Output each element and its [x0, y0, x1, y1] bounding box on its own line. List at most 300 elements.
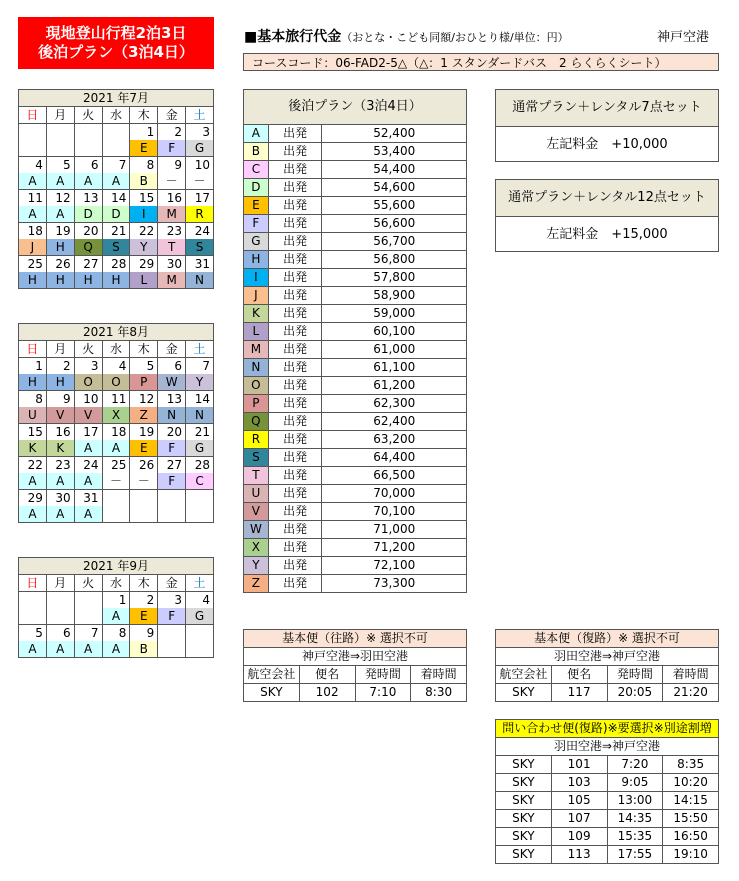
calendar-code: H: [46, 239, 74, 256]
rental-7-title: 通常プラン＋レンタル7点セット: [496, 90, 718, 127]
calendar-date: 10: [74, 391, 102, 408]
calendar-code: F: [158, 440, 186, 457]
calendar-date: 2: [158, 124, 186, 141]
calendar-date: 7: [74, 625, 102, 642]
price-row: [244, 323, 467, 341]
flight-cell: 15:35: [607, 828, 663, 846]
calendar-date: 30: [46, 490, 74, 507]
flight-cell: 8:35: [663, 756, 719, 774]
price-row: [244, 125, 467, 143]
price-row: [244, 539, 467, 557]
depart-label: 出発: [268, 449, 322, 467]
price-value: 56,600: [322, 215, 467, 233]
flight-cell: SKY: [496, 774, 552, 792]
calendar-code: K: [19, 440, 47, 457]
flight-cell: 107: [551, 810, 607, 828]
flight-row: [496, 810, 719, 828]
calendar-code: B: [130, 641, 158, 658]
calendar-date: 10: [186, 157, 214, 174]
price-code: T: [244, 467, 269, 485]
calendar-code: S: [102, 239, 130, 256]
flight-cell: 101: [551, 756, 607, 774]
price-code: F: [244, 215, 269, 233]
price-value: 62,300: [322, 395, 467, 413]
calendar-code: G: [186, 440, 214, 457]
flight-row: [496, 774, 719, 792]
fare-heading-main: ■基本旅行代金: [244, 29, 342, 45]
flight-column-header: 便名: [551, 666, 607, 684]
flight-cell: 109: [551, 828, 607, 846]
calendar-code: N: [158, 407, 186, 424]
calendar-date: 7: [102, 157, 130, 174]
flight-cell: 15:50: [663, 810, 719, 828]
price-value: 54,600: [322, 179, 467, 197]
calendar-code: A: [102, 641, 130, 658]
price-code: M: [244, 341, 269, 359]
calendar-date: 1: [102, 592, 130, 609]
calendar-code: V: [74, 407, 102, 424]
calendar-code: A: [74, 440, 102, 457]
flight-row: [244, 684, 467, 702]
depart-label: 出発: [268, 413, 322, 431]
flight-cell: 21:20: [663, 684, 719, 702]
calendar-code: I: [130, 206, 158, 223]
weekday-label: 金: [158, 575, 186, 592]
flight-cell: SKY: [496, 810, 552, 828]
price-code: K: [244, 305, 269, 323]
weekday-label: 月: [46, 341, 74, 358]
price-code: Y: [244, 557, 269, 575]
calendar-date: 31: [186, 256, 214, 273]
calendar-date: 27: [158, 457, 186, 474]
weekday-label: 木: [130, 575, 158, 592]
calendar-code: [186, 506, 214, 523]
calendar-date: 18: [19, 223, 47, 240]
calendar-code: A: [46, 641, 74, 658]
price-value: 71,200: [322, 539, 467, 557]
depart-label: 出発: [268, 287, 322, 305]
calendar-code: A: [74, 641, 102, 658]
calendar-code: H: [46, 272, 74, 289]
price-code: A: [244, 125, 269, 143]
flight-cell: 10:20: [663, 774, 719, 792]
flight-cell: 19:10: [663, 846, 719, 864]
weekday-label: 木: [130, 107, 158, 124]
calendar-date: 8: [130, 157, 158, 174]
calendar-date: 30: [158, 256, 186, 273]
depart-label: 出発: [268, 305, 322, 323]
price-row: [244, 143, 467, 161]
outbound-title: 基本便（往路）※ 選択不可: [244, 630, 467, 648]
flight-cell: SKY: [496, 684, 552, 702]
calendar-date: 3: [74, 358, 102, 375]
calendar-code: E: [130, 140, 158, 157]
calendar-date: 7: [186, 358, 214, 375]
price-code: X: [244, 539, 269, 557]
price-code: N: [244, 359, 269, 377]
price-value: 56,700: [322, 233, 467, 251]
rental-12-price: 左記料金 +15,000: [546, 227, 668, 242]
inquiry-route: 羽田空港⇒神戸空港: [496, 738, 719, 756]
calendar-date: 21: [186, 424, 214, 441]
return-route: 羽田空港⇒神戸空港: [496, 648, 719, 666]
calendar-code: H: [19, 272, 47, 289]
calendar-code: E: [130, 608, 158, 625]
calendar-date: 9: [46, 391, 74, 408]
calendar-date: [186, 625, 214, 642]
depart-label: 出発: [268, 143, 322, 161]
calendar-date: 17: [186, 190, 214, 207]
calendar-title: 2021 年9月: [19, 558, 214, 575]
flight-cell: SKY: [496, 792, 552, 810]
price-row: [244, 467, 467, 485]
calendar-code: T: [158, 239, 186, 256]
flight-cell: SKY: [496, 828, 552, 846]
calendar-date: 23: [46, 457, 74, 474]
calendar-date: 28: [102, 256, 130, 273]
flight-cell: 8:30: [411, 684, 467, 702]
weekday-label: 金: [158, 341, 186, 358]
calendar-code: [46, 608, 74, 625]
price-row: [244, 341, 467, 359]
flight-cell: SKY: [496, 846, 552, 864]
calendar-code: F: [158, 140, 186, 157]
price-row: [244, 305, 467, 323]
calendar-date: [102, 124, 130, 141]
price-code: C: [244, 161, 269, 179]
calendar-date: 2: [46, 358, 74, 375]
depart-label: 出発: [268, 503, 322, 521]
calendar-date: 4: [186, 592, 214, 609]
flight-column-header: 発時間: [355, 666, 411, 684]
price-code: L: [244, 323, 269, 341]
calendar-code: －: [102, 473, 130, 490]
inquiry-title: 問い合わせ便(復路)※要選択※別途割増: [496, 720, 719, 738]
price-row: [244, 431, 467, 449]
calendar-code: A: [102, 608, 130, 625]
depart-label: 出発: [268, 341, 322, 359]
calendar-date: [158, 625, 186, 642]
depart-label: 出発: [268, 323, 322, 341]
calendar-date: 15: [19, 424, 47, 441]
calendar-code: A: [46, 473, 74, 490]
price-value: 70,000: [322, 485, 467, 503]
price-value: 73,300: [322, 575, 467, 593]
calendar-month: [18, 89, 214, 289]
price-code: Z: [244, 575, 269, 593]
flight-cell: 17:55: [607, 846, 663, 864]
depart-label: 出発: [268, 359, 322, 377]
outbound-flight-table: [243, 629, 467, 702]
price-row: [244, 359, 467, 377]
calendar-code: A: [74, 473, 102, 490]
weekday-label: 土: [186, 107, 214, 124]
calendar-date: [130, 490, 158, 507]
calendar-date: [158, 490, 186, 507]
price-row: [244, 233, 467, 251]
calendar-date: 14: [102, 190, 130, 207]
calendar-date: 3: [158, 592, 186, 609]
return-flight-table: [495, 629, 719, 702]
calendar-date: 11: [19, 190, 47, 207]
price-value: 56,800: [322, 251, 467, 269]
flight-cell: 7:10: [355, 684, 411, 702]
calendar-month: [18, 323, 214, 523]
weekday-label: 金: [158, 107, 186, 124]
calendar-date: 26: [130, 457, 158, 474]
departure-airport: 神戸空港: [657, 30, 710, 45]
calendar-date: 25: [102, 457, 130, 474]
calendar-code: N: [186, 407, 214, 424]
price-value: 62,400: [322, 413, 467, 431]
calendar-code: A: [19, 506, 47, 523]
calendar-date: 14: [186, 391, 214, 408]
weekday-label: 日: [19, 107, 47, 124]
price-value: 53,400: [322, 143, 467, 161]
inquiry-flight-table: [495, 719, 719, 864]
flight-cell: 16:50: [663, 828, 719, 846]
calendar-date: 12: [130, 391, 158, 408]
calendar-code: [74, 140, 102, 157]
weekday-label: 火: [74, 575, 102, 592]
return-title: 基本便（復路）※ 選択不可: [496, 630, 719, 648]
fare-heading: [244, 26, 569, 46]
rental-12-title: 通常プラン＋レンタル12点セット: [496, 180, 718, 217]
calendar-code: [19, 608, 47, 625]
calendar-code: X: [102, 407, 130, 424]
flight-cell: 13:00: [607, 792, 663, 810]
flight-cell: 20:05: [607, 684, 663, 702]
calendar-code: A: [19, 206, 47, 223]
weekday-label: 月: [46, 107, 74, 124]
flight-cell: SKY: [496, 756, 552, 774]
flight-cell: 14:35: [607, 810, 663, 828]
calendar-code: A: [19, 473, 47, 490]
depart-label: 出発: [268, 431, 322, 449]
calendar-date: 8: [19, 391, 47, 408]
calendar-date: 11: [102, 391, 130, 408]
calendar-date: 22: [19, 457, 47, 474]
calendar-date: 28: [186, 457, 214, 474]
calendar-date: 21: [102, 223, 130, 240]
flight-cell: SKY: [244, 684, 300, 702]
calendar-code: [74, 608, 102, 625]
flight-cell: 105: [551, 792, 607, 810]
price-code: S: [244, 449, 269, 467]
depart-label: 出発: [268, 269, 322, 287]
calendar-date: 16: [158, 190, 186, 207]
flight-column-header: 航空会社: [244, 666, 300, 684]
calendar-date: 9: [158, 157, 186, 174]
depart-label: 出発: [268, 575, 322, 593]
calendar-date: 20: [158, 424, 186, 441]
calendar-code: B: [130, 173, 158, 190]
price-code: J: [244, 287, 269, 305]
calendar-code: R: [186, 206, 214, 223]
price-code: D: [244, 179, 269, 197]
calendar-date: 8: [102, 625, 130, 642]
calendar-code: [158, 506, 186, 523]
price-row: [244, 197, 467, 215]
price-value: 55,600: [322, 197, 467, 215]
calendar-date: 1: [130, 124, 158, 141]
calendar-date: 2: [130, 592, 158, 609]
calendar-code: [19, 140, 47, 157]
calendar-code: H: [74, 272, 102, 289]
calendar-date: 23: [158, 223, 186, 240]
calendar-code: F: [158, 473, 186, 490]
calendar-date: [19, 592, 47, 609]
price-code: E: [244, 197, 269, 215]
calendar-code: A: [102, 173, 130, 190]
calendar-code: N: [186, 272, 214, 289]
calendar-code: L: [130, 272, 158, 289]
price-value: 59,000: [322, 305, 467, 323]
calendar-code: A: [46, 506, 74, 523]
calendar-date: [74, 592, 102, 609]
weekday-label: 木: [130, 341, 158, 358]
price-code: R: [244, 431, 269, 449]
calendar-code: [102, 140, 130, 157]
outbound-route: 神戸空港⇒羽田空港: [244, 648, 467, 666]
depart-label: 出発: [268, 179, 322, 197]
calendar-date: 4: [19, 157, 47, 174]
price-value: 71,000: [322, 521, 467, 539]
calendar-title: 2021 年8月: [19, 324, 214, 341]
flight-row: [496, 828, 719, 846]
fare-heading-note: （おとな・こども同額/おひとり様/単位：円）: [341, 31, 569, 44]
price-row: [244, 179, 467, 197]
price-row: [244, 557, 467, 575]
calendar-code: V: [46, 407, 74, 424]
calendar-title: 2021 年7月: [19, 90, 214, 107]
price-table: [243, 89, 467, 593]
depart-label: 出発: [268, 467, 322, 485]
calendar-date: 24: [186, 223, 214, 240]
calendar-code: Z: [130, 407, 158, 424]
price-row: [244, 503, 467, 521]
calendar-code: Y: [186, 374, 214, 391]
depart-label: 出発: [268, 521, 322, 539]
price-row: [244, 269, 467, 287]
calendar-date: 18: [102, 424, 130, 441]
flight-cell: 14:15: [663, 792, 719, 810]
price-value: 64,400: [322, 449, 467, 467]
rental-7-price: 左記料金 +10,000: [546, 137, 668, 152]
calendar-date: 22: [130, 223, 158, 240]
rental-12-box: [495, 179, 719, 252]
calendar-code: A: [46, 173, 74, 190]
calendar-date: 25: [19, 256, 47, 273]
calendar-date: 9: [130, 625, 158, 642]
calendar-code: S: [186, 239, 214, 256]
calendar-code: [186, 641, 214, 658]
calendar-date: [186, 490, 214, 507]
calendar-code: [158, 641, 186, 658]
depart-label: 出発: [268, 125, 322, 143]
calendar-code: [46, 140, 74, 157]
calendar-code: M: [158, 272, 186, 289]
flight-column-header: 着時間: [411, 666, 467, 684]
calendar-date: 27: [74, 256, 102, 273]
weekday-label: 火: [74, 107, 102, 124]
depart-label: 出発: [268, 251, 322, 269]
price-code: U: [244, 485, 269, 503]
calendar-code: H: [19, 374, 47, 391]
calendar-code: E: [130, 440, 158, 457]
calendar-code: C: [186, 473, 214, 490]
calendar-date: 17: [74, 424, 102, 441]
calendar-date: 1: [19, 358, 47, 375]
calendar-date: [46, 592, 74, 609]
price-value: 54,400: [322, 161, 467, 179]
price-value: 52,400: [322, 125, 467, 143]
calendar-code: M: [158, 206, 186, 223]
calendar-code: Y: [130, 239, 158, 256]
flight-cell: 103: [551, 774, 607, 792]
weekday-label: 月: [46, 575, 74, 592]
calendar-date: 3: [186, 124, 214, 141]
depart-label: 出発: [268, 161, 322, 179]
flight-cell: 117: [551, 684, 607, 702]
weekday-label: 水: [102, 341, 130, 358]
calendar-code: H: [46, 374, 74, 391]
price-value: 63,200: [322, 431, 467, 449]
calendar-code: D: [102, 206, 130, 223]
price-code: I: [244, 269, 269, 287]
plan-title-line1: 現地登山行程2泊3日: [45, 24, 187, 42]
flight-column-header: 航空会社: [496, 666, 552, 684]
calendar-date: 15: [130, 190, 158, 207]
plan-title-box: [18, 17, 214, 69]
price-value: 58,900: [322, 287, 467, 305]
calendar-date: 29: [130, 256, 158, 273]
calendar-date: 6: [158, 358, 186, 375]
price-row: [244, 215, 467, 233]
calendar-date: 6: [74, 157, 102, 174]
plan-title-line2: 後泊プラン（3泊4日）: [38, 43, 194, 61]
price-value: 72,100: [322, 557, 467, 575]
calendar-code: K: [46, 440, 74, 457]
calendar-date: [46, 124, 74, 141]
price-row: [244, 377, 467, 395]
flight-cell: 9:05: [607, 774, 663, 792]
calendar-date: 13: [158, 391, 186, 408]
price-row: [244, 287, 467, 305]
price-value: 61,000: [322, 341, 467, 359]
calendar-code: G: [186, 140, 214, 157]
price-value: 66,500: [322, 467, 467, 485]
price-row: [244, 485, 467, 503]
price-row: [244, 413, 467, 431]
price-row: [244, 575, 467, 593]
flight-row: [496, 756, 719, 774]
depart-label: 出発: [268, 485, 322, 503]
depart-label: 出発: [268, 197, 322, 215]
calendar-date: 31: [74, 490, 102, 507]
depart-label: 出発: [268, 395, 322, 413]
calendar-date: 29: [19, 490, 47, 507]
depart-label: 出発: [268, 233, 322, 251]
price-value: 70,100: [322, 503, 467, 521]
rental-7-box: [495, 89, 719, 162]
price-row: [244, 395, 467, 413]
flight-cell: 113: [551, 846, 607, 864]
calendar-date: 20: [74, 223, 102, 240]
price-code: P: [244, 395, 269, 413]
calendar-code: A: [74, 506, 102, 523]
calendar-date: 26: [46, 256, 74, 273]
